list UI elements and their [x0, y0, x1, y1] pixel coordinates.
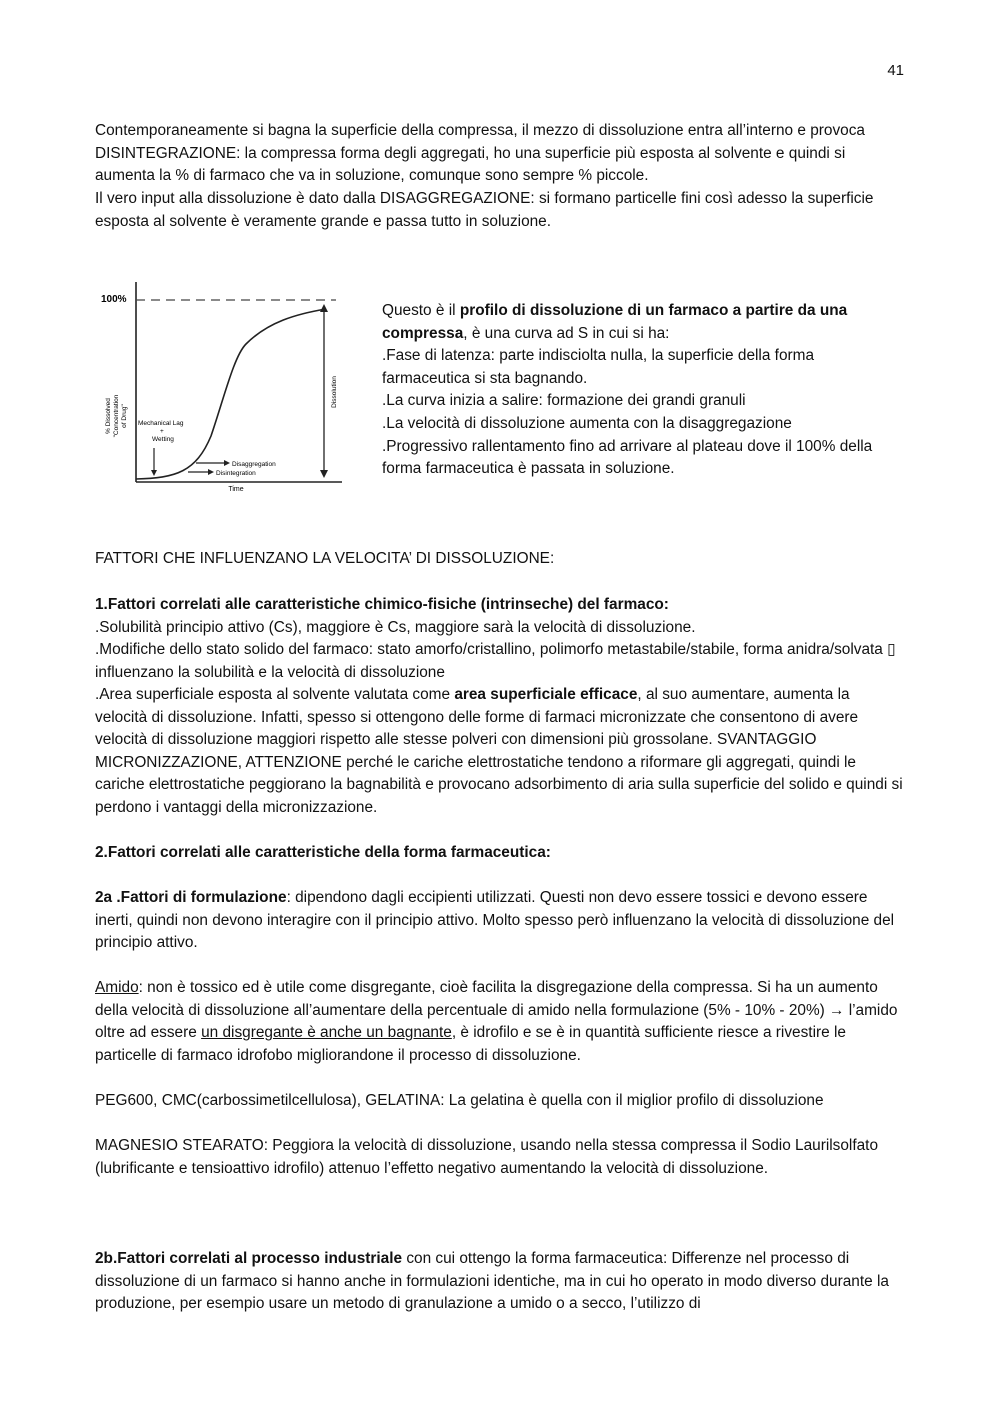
- disintegration-label: Disintegration: [216, 470, 256, 477]
- section-1-line-3: [95, 684, 905, 820]
- section-2a: [95, 887, 905, 955]
- figure-item-4: .Progressivo rallentamento fino ad arrivare al plateau dove il 100% della forma farmaceutica è passata in soluzione.: [382, 437, 873, 478]
- figure-bold: profilo di dissoluzione di un farmaco a partire da una compressa: [382, 302, 848, 342]
- s2b-text: con cui ottengo la forma farmaceutica: Differenze nel processo di dissoluzione di un farmaco si hanno anche in formulazioni identiche, ma in cui ho operato in modo diverso durante la produzione, per esempio usare un metodo di granulazione a umido o a secco, l’utilizzo di: [95, 1250, 889, 1313]
- s2b-title: 2b.Fattori correlati al processo industriale: [95, 1250, 403, 1267]
- figure-description-intro: [382, 300, 902, 345]
- x-axis-label: Time: [228, 486, 244, 493]
- amido-paragraph: [95, 977, 905, 1067]
- amido-underline: un disgregante è anche un bagnante: [201, 1024, 452, 1042]
- figure-item-3: .La velocità di dissoluzione aumenta con la disaggregazione: [382, 414, 792, 432]
- y-axis-label-1: % Dissolved: [105, 398, 112, 434]
- intro-paragraph-2: Il vero input alla dissoluzione è dato dalla DISAGGREGAZIONE: si formano particelle fini così adesso la superficie esposta al solvente è veramente grande e passa tutto in soluzione.: [95, 190, 874, 230]
- figure-rest: , è una curva ad S in cui si ha:: [463, 324, 670, 342]
- page-number: 41: [887, 62, 904, 79]
- section-1-line-1: .Solubilità principio attivo (Cs), maggiore è Cs, maggiore sarà la velocità di dissoluzione.: [95, 619, 696, 636]
- amido-word: Amido: [95, 979, 139, 996]
- dissolution-curve-diagram: [96, 276, 346, 496]
- lag-label-1: Mechanical Lag: [138, 420, 184, 427]
- factors-heading: FATTORI CHE INFLUENZANO LA VELOCITA’ DI DISSOLUZIONE:: [95, 550, 555, 567]
- amido-text-1: : non è tossico ed è utile come disgregante, cioè facilita la disgregazione della compressa. Si ha un aumento della velocità di dissoluzione all’aumentare della percentuale di amido nella formulazione (5% - 10% - 20%) → l’amido oltre ad essere: [95, 979, 898, 1042]
- section-2-title: 2.Fattori correlati alle caratteristiche della forma farmaceutica:: [95, 844, 551, 861]
- y-axis-label-3: of Drug": [121, 404, 128, 428]
- s2a-text: : dipendono dagli eccipienti utilizzati. Questi non devo essere tossici e devono essere inerti, quindi non devono interagire con il principio attivo. Molto spesso però influenzano la velocità di dissoluzione del principio attivo.: [95, 889, 895, 952]
- lag-label-3: Wetting: [152, 436, 174, 443]
- dissolution-label: Dissolution: [331, 376, 338, 408]
- intro-paragraph-1: Contemporaneamente si bagna la superficie della compressa, il mezzo di dissoluzione entra all’interno e provoca DISINTEGRAZIONE: la compressa forma degli aggregati, ho una superficie più esposta al solvente e quindi si aumenta la % di farmaco che va in soluzione, comunque sono sempre % piccole.: [95, 122, 865, 185]
- amido-text-2: , è idrofilo e se è in quantità sufficiente riesce a rivestire le particelle di farmaco idrofobo migliorandone il processo di dissoluzione.: [95, 1024, 846, 1064]
- figure-item-1: .Fase di latenza: parte indisciolta nulla, la superficie della forma farmaceutica si sta bagnando.: [382, 347, 815, 387]
- section-1-title: 1.Fattori correlati alle caratteristiche chimico-fisiche (intrinseche) del farmaco:: [95, 596, 669, 613]
- s1-l3b: area superficiale efficace: [454, 686, 638, 703]
- s1-l3c: , al suo aumentare, aumenta la velocità di dissoluzione. Infatti, spesso si ottengono delle forme di farmaci micronizzate che consentono di avere velocità di dissoluzione maggiori rispetto alle stesse polveri con dimensioni più grossolane. SVANTAGGIO MICRONIZZAZIONE, ATTENZIONE perché le cariche elettrostatiche tendono a riformare gli aggregati, quindi le cariche elettrostatiche peggiorano la bagnabilità e provocano adsorbimento di aria sulla superficie del solido e quindi si perdono i vantaggi della micronizzazione.: [95, 686, 903, 816]
- section-1-line-2: .Modifiche dello stato solido del farmaco: stato amorfo/cristallino, polimorfo metastabile/stabile, forma anidra/solvata ▯ influenzano la solubilità e la velocità di dissoluzione: [95, 641, 896, 681]
- disaggregation-label: Disaggregation: [232, 461, 276, 468]
- s1-l3a: .Area superficiale esposta al solvente valutata come: [95, 686, 455, 703]
- section-2b: [95, 1248, 905, 1316]
- figure-lead: Questo è il: [382, 302, 460, 319]
- lag-label-2: +: [160, 428, 164, 435]
- dissolution-profile-figure: [96, 276, 346, 496]
- figure-description: [382, 300, 902, 481]
- figure-item-2: .La curva inizia a salire: formazione dei grandi granuli: [382, 392, 746, 410]
- peg-paragraph: PEG600, CMC(carbossimetilcellulosa), GELATINA: La gelatina è quella con il miglior profilo di dissoluzione: [95, 1092, 824, 1109]
- y-axis-label-2: "Concentration: [113, 394, 120, 438]
- magnesio-paragraph: MAGNESIO STEARATO: Peggiora la velocità di dissoluzione, usando nella stessa compressa il Sodio Laurilsolfato (lubrificante e tensioattivo idrofilo) attenuo l’effetto negativo aumentando la velocità di dissoluzione.: [95, 1137, 879, 1177]
- y-tick-100: 100%: [101, 294, 127, 305]
- s2a-title: 2a .Fattori di formulazione: [95, 889, 287, 906]
